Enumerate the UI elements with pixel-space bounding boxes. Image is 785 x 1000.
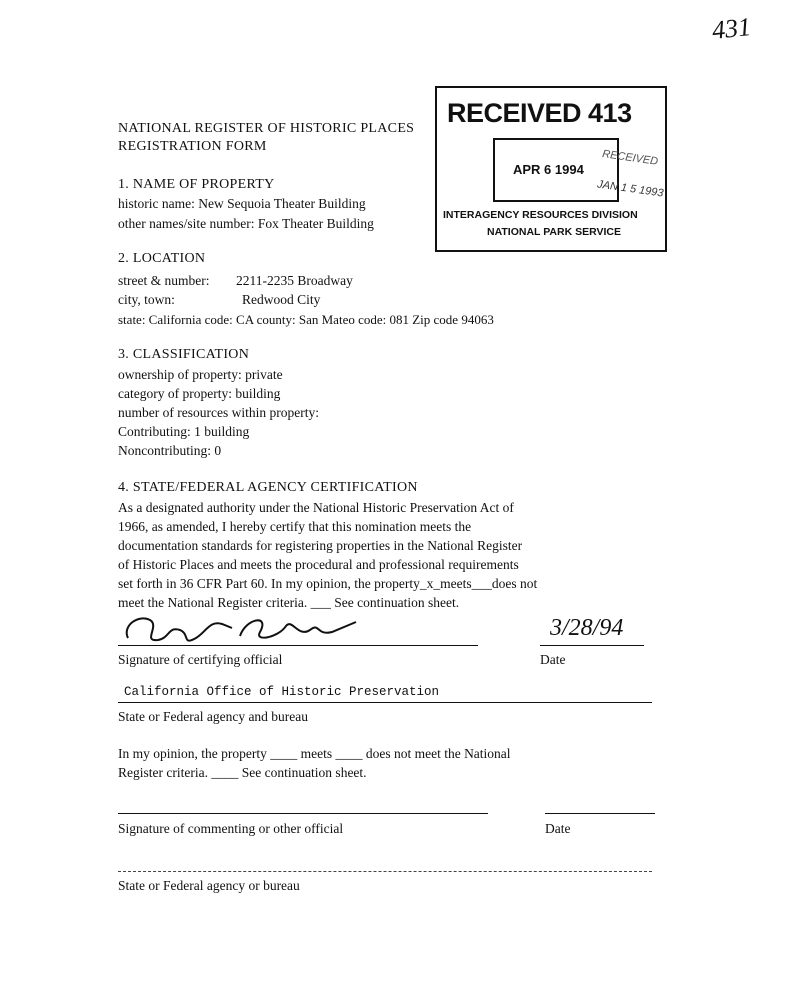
city-label: city, town: [118,292,175,307]
date-line [540,645,644,646]
stamp-agency: INTERAGENCY RESOURCES DIVISION [443,209,638,221]
stamp-received-text: RECEIVED 413 [447,98,632,128]
agency-label: State or Federal agency and bureau [118,709,309,724]
form-subtitle: REGISTRATION FORM [118,139,267,154]
commenting-signature-line [118,813,488,814]
page-number: 431 [710,12,753,45]
certification-line-4: of Historic Places and meets the procedural and professional requirements [118,557,519,572]
other-names: other names/site number: Fox Theater Building [118,216,374,231]
commenting-label: Signature of commenting or other official [118,821,344,836]
contributing: Contributing: 1 building [118,424,250,439]
date-label: Date [540,652,566,667]
stamp-date: APR 6 1994 [513,162,584,177]
commenting-date-label: Date [545,821,571,836]
certification-line-2: 1966, as amended, I hereby certify that this nomination meets the [118,519,472,534]
street-label: street & number: [118,273,210,288]
opinion-line-2: Register criteria. ____ See continuation sheet. [118,765,367,780]
stamp-faint-date: JAN 1 5 1993 [596,178,665,200]
ownership: ownership of property: private [118,367,283,382]
agency-line [118,702,652,703]
signature-line [118,645,478,646]
stamp-date-box [493,138,619,202]
stamp-nps: NATIONAL PARK SERVICE [487,226,621,238]
certification-line-5: set forth in 36 CFR Part 60. In my opinion, the property_x_meets___does not [118,576,538,591]
historic-name: historic name: New Sequoia Theater Building [118,196,366,211]
signature-label: Signature of certifying official [118,652,283,667]
state-line: state: California code: CA county: San Mateo code: 081 Zip code 94063 [118,312,494,327]
opinion-line-1: In my opinion, the property ____ meets ____ does not meet the National [118,746,511,761]
certification-line-6: meet the National Register criteria. ___ See continuation sheet. [118,595,460,610]
stamp-faint-text: RECEIVED [601,148,659,168]
bottom-agency-line [118,871,652,872]
resources: number of resources within property: [118,405,319,420]
noncontributing: Noncontributing: 0 [118,443,222,458]
category: category of property: building [118,386,281,401]
section3-heading: 3. CLASSIFICATION [118,347,250,362]
form-title: NATIONAL REGISTER OF HISTORIC PLACES [118,121,415,136]
city-value: Redwood City [242,292,321,307]
received-stamp [435,86,667,252]
agency-value: California Office of Historic Preservation [124,685,440,699]
bottom-agency-label: State or Federal agency or bureau [118,878,300,893]
section1-heading: 1. NAME OF PROPERTY [118,177,275,192]
commenting-date-line [545,813,655,814]
signed-date: 3/28/94 [550,615,624,641]
section2-heading: 2. LOCATION [118,251,206,266]
certification-line-3: documentation standards for registering properties in the National Register [118,538,523,553]
street-value: 2211-2235 Broadway [236,273,353,288]
section4-heading: 4. STATE/FEDERAL AGENCY CERTIFICATION [118,480,418,495]
certification-line-1: As a designated authority under the National Historic Preservation Act of [118,500,514,515]
